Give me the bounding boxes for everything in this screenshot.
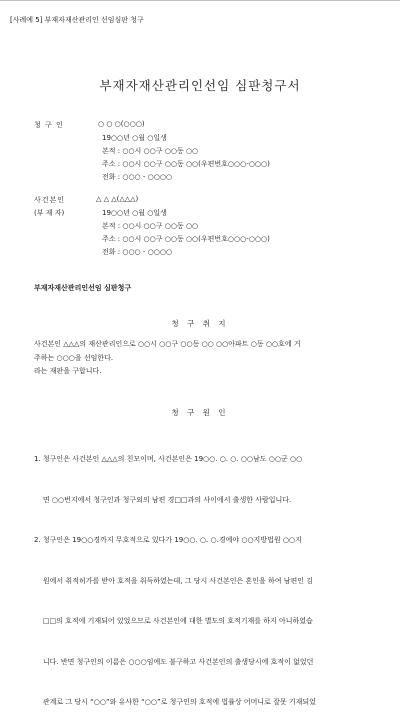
reason-line: 관계로 그 당시 “○○”와 유사한 “○○”로 청구인의 호적에 법률상 어머니로 잘못 기재되었 <box>34 698 316 706</box>
claimant-phone: 전화 : ○○○ - ○○○○ <box>102 173 173 181</box>
document-title: 부재자재산관리인선임 심판청구서 <box>99 78 301 93</box>
respondent-domicile: 본적 : ○○시 ○○구 ○○동 ○○ <box>102 222 199 230</box>
respondent-birth: 19○○년 ○월 ○일생 <box>102 209 167 217</box>
reason-line: 면 ○○번지에서 청구인과 청구외의 남편 경□□과의 사이에서 출생한 사람입니다. <box>34 495 292 504</box>
purpose-line: 사건본인 △△△의 재산관리인으로 ○○시 ○○구 ○○동 ○○ ○○아파트 ○동 ○○호에 거 <box>34 340 301 348</box>
reason-section <box>34 426 316 723</box>
reason-line: 원에서 취적허가를 받아 호적을 취득하였는데, 그 당시 사건본인은 혼인을 하여 남편인 김 <box>34 576 314 585</box>
top-border-line <box>0 0 400 1</box>
claimant-domicile: 본적 : ○○시 ○○구 ○○동 ○○ <box>102 147 199 155</box>
respondent-address: 주소 : ○○시 ○○구 ○○동 ○○(우편번호○○○-○○○) <box>102 235 270 243</box>
reason-heading: 청 구 원 인 <box>171 408 229 417</box>
purpose-section <box>34 338 301 379</box>
reason-line: 니다. 반면 청구인의 이름은 ○○○임에도 불구하고 사건본인의 출생당시에 호적이 없었던 <box>34 657 314 666</box>
purpose-line: 라는 재판을 구합니다. <box>34 367 102 375</box>
reason-line: 2. 청구인은 19○○경까지 무호적으로 있다가 19○○. ○. ○.경에야 ○○지방법원 ○○지 <box>34 536 302 544</box>
case-example-header: [사례예 5] 부재자재산관리인 선임심판 청구 <box>10 16 144 24</box>
reason-line: 1. 청구인은 사건본인 △△△의 친모이며, 사건본인은 19○○. ○. ○. ○○남도 ○○군 ○○ <box>34 455 303 463</box>
claimant-name: ○ ○ ○(○○○) <box>98 120 145 128</box>
respondent-name: △ △ △(△△△) <box>96 195 139 203</box>
case-name: 부재자재산관리인선임 심판청구 <box>34 284 132 292</box>
claimant-address: 주소 : ○○시 ○○구 ○○동 ○○(우편번호○○○-○○○) <box>102 160 270 168</box>
purpose-line: 주하는 ○○○을 선임한다. <box>34 353 114 362</box>
claimant-birth: 19○○년 ○월 ○일생 <box>102 134 167 142</box>
respondent-phone: 전화 : ○○○ - ○○○○ <box>102 248 173 256</box>
reason-line: □□의 호적에 기재되어 있었으므로 사건본인에 대한 별도의 호적기재를 하지 아니하였습 <box>34 617 313 625</box>
claimant-role-label: 청 구 인 <box>34 121 64 129</box>
respondent-role-label: 사건본인 <box>34 196 66 204</box>
purpose-heading: 청 구 취 지 <box>171 319 229 328</box>
respondent-role-sub: (부 재 자) <box>34 209 65 217</box>
